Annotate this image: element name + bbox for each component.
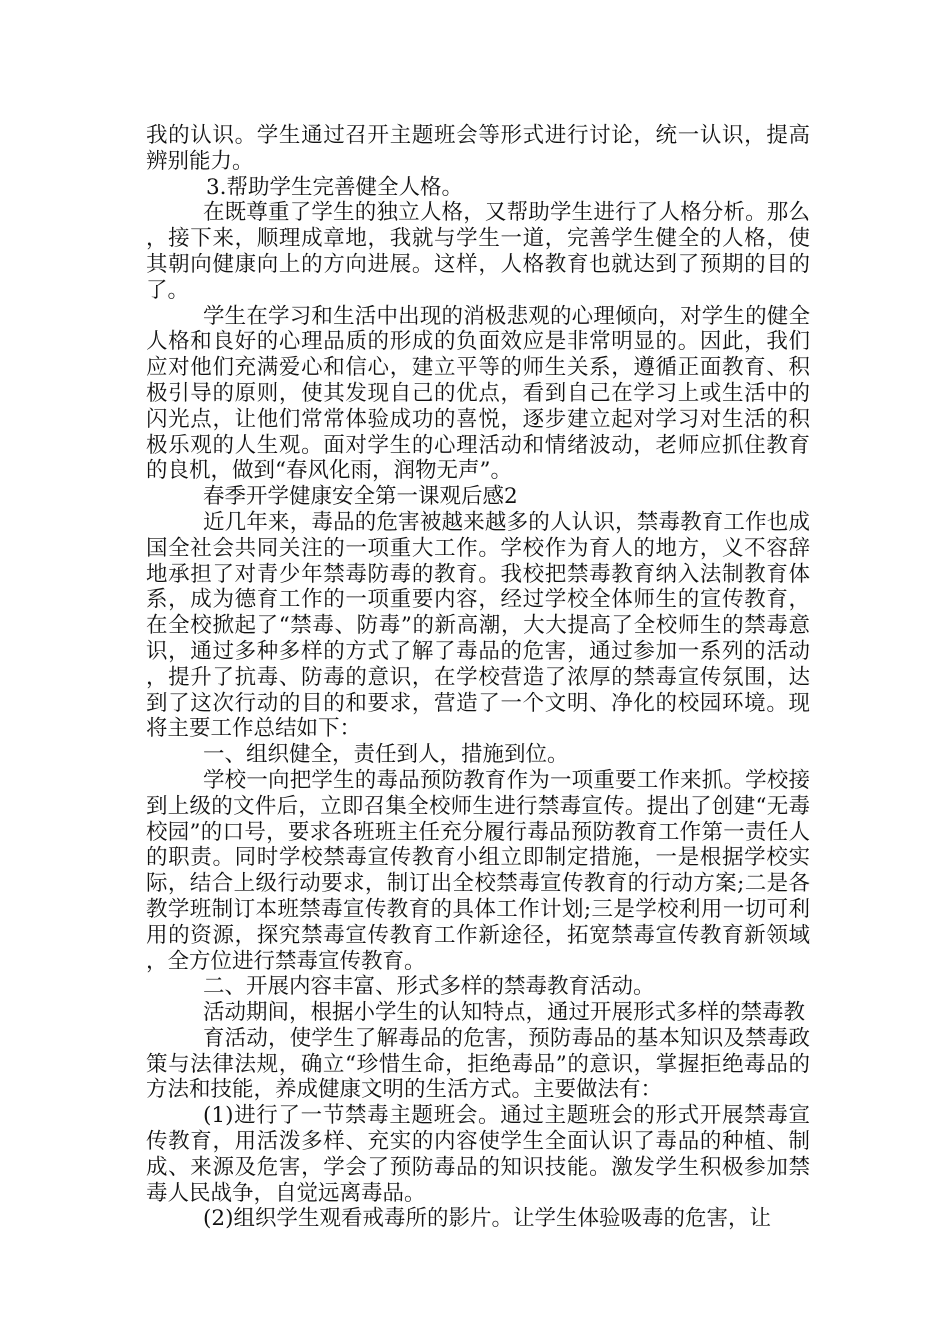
paragraph: 我的认识。学生通过召开主题班会等形式进行讨论，统一认识，提高辨别能力。 — [146, 123, 810, 174]
paragraph: 近几年来，毒品的危害被越来越多的人认识，禁毒教育工作也成国全社会共同关注的一项重大工作。学校作为育人的地方，义不容辞地承担了对青少年禁毒防毒的教育。我校把禁毒教育纳入法制教育体系，成为德育工作的一项重要内容，经过学校全体师生的宣传教育，在全校掀起了“禁毒、防毒”的新高潮，大大提高了全校师生的禁毒意识，通过多种多样的方式了解了毒品的危害，通过参加一系列的活动，提升了抗毒、防毒的意识，在学校营造了浓厚的禁毒宣传氛围，达到了这次行动的目的和要求，营造了一个文明、净化的校园环境。现将主要工作总结如下： — [146, 509, 810, 742]
paragraph: (2)组织学生观看戒毒所的影片。让学生体验吸毒的危害，让 — [203, 1206, 771, 1232]
paragraph: 学校一向把学生的毒品预防教育作为一项重要工作来抓。学校接到上级的文件后，立即召集全校师生进行禁毒宣传。提出了创建“无毒校园”的口号，要求各班班主任充分履行毒品预防教育工作第一责任人的职责。同时学校禁毒宣传教育小组立即制定措施，一是根据学校实际，结合上级行动要求，制订出全校禁毒宣传教育的行动方案;二是各教学班制订本班禁毒宣传教育的具体工作计划;三是学校利用一切可利用的资源，探究禁毒宣传教育工作新途径，拓宽禁毒宣传教育新领域，全方位进行禁毒宣传教育。 — [146, 767, 810, 974]
paragraph: 在既尊重了学生的独立人格，又帮助学生进行了人格分析。那么，接下来，顺理成章地，我就与学生一道，完善学生健全的人格，使其朝向健康向上的方向进展。这样，人格教育也就达到了预期的目的了。 — [146, 200, 810, 303]
paragraph: 学生在学习和生活中出现的消极悲观的心理倾向，对学生的健全人格和良好的心理品质的形成的负面效应是非常明显的。因此，我们应对他们充满爱心和信心，建立平等的师生关系，遵循正面教育、积极引导的原则，使其发现自己的优点，看到自己在学习上或生活中的闪光点，让他们常常体验成功的喜悦，逐步建立起对学习对生活的积极乐观的人生观。面对学生的心理活动和情绪波动，老师应抓住教育的良机，做到“春风化雨，润物无声”。 — [146, 303, 810, 484]
paragraph: 育活动，使学生了解毒品的危害，预防毒品的基本知识及禁毒政策与法律法规，确立“珍惜生命，拒绝毒品”的意识，掌握拒绝毒品的方法和技能，养成健康文明的生活方式。主要做法有： — [146, 1025, 810, 1103]
paragraph: 一、组织健全，责任到人，措施到位。 — [203, 742, 569, 768]
paragraph: (1)进行了一节禁毒主题班会。通过主题班会的形式开展禁毒宣传教育，用活泼多样、充实的内容使学生全面认识了毒品的种植、制成、来源及危害，学会了预防毒品的知识技能。激发学生积极参加禁毒人民战争，自觉远离毒品。 — [146, 1103, 810, 1206]
paragraph: 活动期间，根据小学生的认知特点，通过开展形式多样的禁毒教 — [203, 1000, 806, 1026]
paragraph: 春季开学健康安全第一课观后感2 — [203, 484, 518, 510]
paragraph: 二、开展内容丰富、形式多样的禁毒教育活动。 — [203, 974, 655, 1000]
document-body — [146, 123, 810, 1232]
paragraph: 3.帮助学生完善健全人格。 — [206, 174, 464, 200]
